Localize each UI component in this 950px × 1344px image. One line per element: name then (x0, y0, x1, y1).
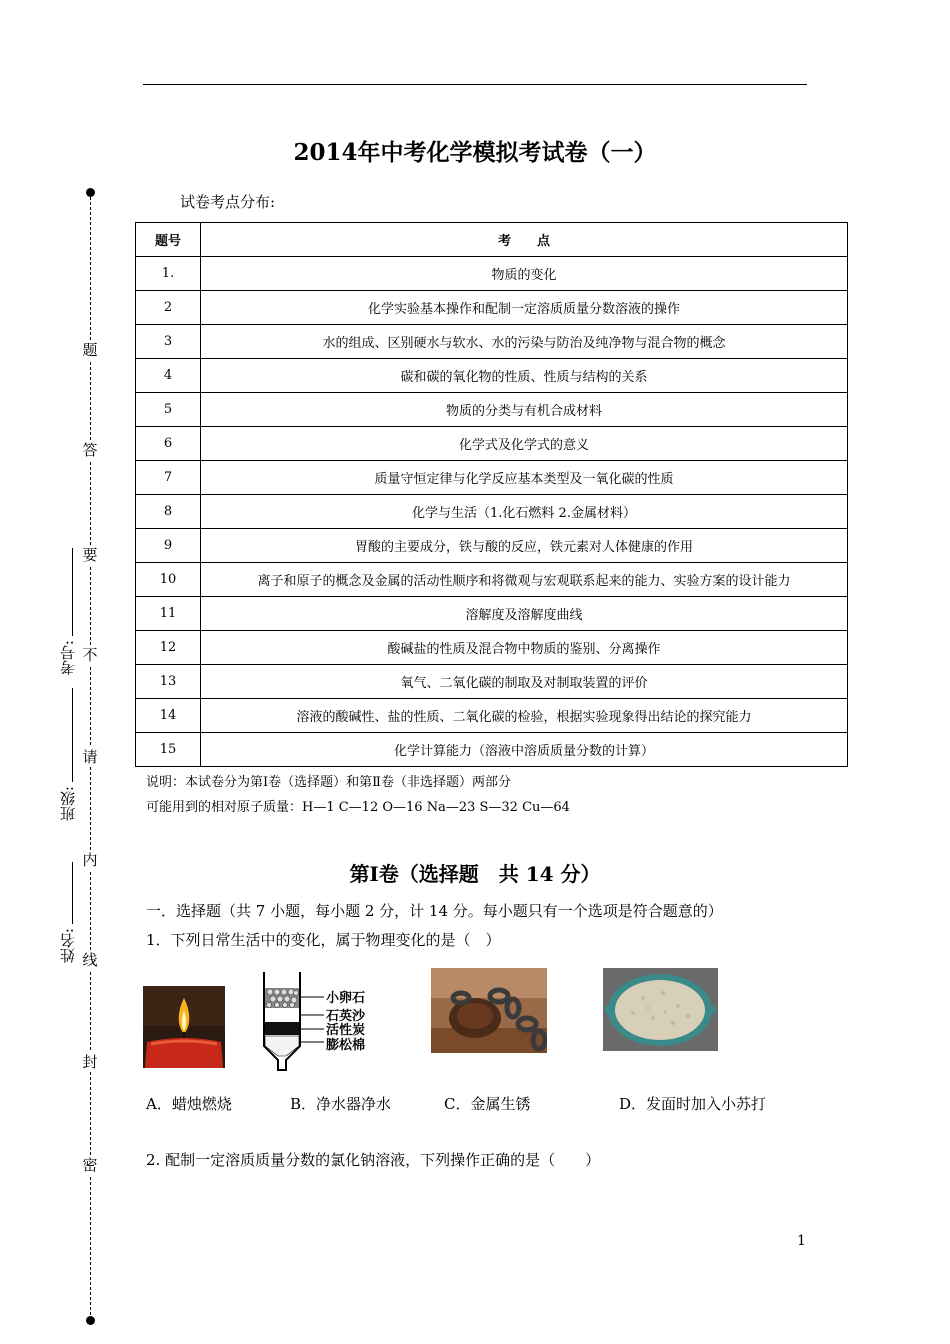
binding-char: 不 (80, 645, 100, 665)
cell-topic: 化学与生活（1.化石燃料 2.金属材料） (201, 495, 848, 529)
table-header-row (136, 223, 848, 257)
student-name-field[interactable] (72, 862, 73, 924)
binding-char: 密 (80, 1155, 100, 1175)
candle-flame-image (143, 986, 225, 1068)
cell-topic: 质量守恒定律与化学反应基本类型及一氧化碳的性质 (201, 461, 848, 495)
filter-label-activated-carbon: 活性炭 (326, 1023, 366, 1038)
binding-dot-bottom (86, 1316, 95, 1325)
header-rule (143, 84, 807, 85)
filter-label-quartz-sand: 石英沙 (326, 1009, 366, 1024)
table-row (136, 257, 848, 291)
cell-topic: 酸碱盐的性质及混合物中物质的鉴别、分离操作 (201, 631, 848, 665)
column-header-topic: 考 点 (201, 223, 848, 257)
table-row (136, 529, 848, 563)
option-d: D．发面时加入小苏打 (619, 1095, 767, 1113)
table-row (136, 393, 848, 427)
page-number: 1 (797, 1233, 806, 1249)
cell-number: 4 (136, 359, 201, 393)
cell-number: 7 (136, 461, 201, 495)
table-row (136, 631, 848, 665)
option-b: B．净水器净水 (290, 1095, 392, 1113)
binding-char: 线 (80, 950, 100, 970)
section-title: 第Ⅰ卷（选择题 共 14 分） (349, 862, 601, 886)
cell-number: 1. (136, 257, 201, 291)
cell-topic: 化学计算能力（溶液中溶质质量分数的计算） (201, 733, 848, 767)
binding-dot-top (86, 188, 95, 197)
cell-number: 10 (136, 563, 201, 597)
table-row (136, 733, 848, 767)
class-label: 班级: (59, 786, 77, 822)
knowledge-point-table (135, 222, 848, 767)
binding-char: 题 (80, 340, 100, 360)
cell-number: 15 (136, 733, 201, 767)
table-row (136, 597, 848, 631)
table-row (136, 495, 848, 529)
cell-topic: 溶解度及溶解度曲线 (201, 597, 848, 631)
atomic-mass-note: 可能用到的相对原子质量：H—1 C—12 O—16 Na—23 S—32 Cu—64 (146, 800, 570, 815)
question-1-stem: 1．下列日常生活中的变化，属于物理变化的是（ ） (146, 931, 501, 949)
cell-number: 6 (136, 427, 201, 461)
cell-topic: 物质的分类与有机合成材料 (201, 393, 848, 427)
dough-basin-image (603, 968, 718, 1051)
cell-topic: 化学式及化学式的意义 (201, 427, 848, 461)
table-row (136, 461, 848, 495)
table-row (136, 563, 848, 597)
cell-number: 2 (136, 291, 201, 325)
cell-number: 14 (136, 699, 201, 733)
option-a: A．蜡烛燃烧 (146, 1095, 232, 1113)
filter-label-pebble: 小卵石 (326, 991, 366, 1006)
water-filter-diagram (258, 970, 378, 1078)
cell-topic: 化学实验基本操作和配制一定溶质质量分数溶液的操作 (201, 291, 848, 325)
page-title: 2014年中考化学模拟考试卷（一） (293, 139, 657, 166)
cell-number: 8 (136, 495, 201, 529)
table-row (136, 291, 848, 325)
table-row (136, 325, 848, 359)
cell-topic: 碳和碳的氧化物的性质、性质与结构的关系 (201, 359, 848, 393)
student-name-label: 姓名: (59, 928, 77, 964)
cell-number: 9 (136, 529, 201, 563)
binding-char: 内 (80, 850, 100, 870)
cell-number: 3 (136, 325, 201, 359)
cell-number: 11 (136, 597, 201, 631)
table-row (136, 665, 848, 699)
cell-topic: 胃酸的主要成分，铁与酸的反应，铁元素对人体健康的作用 (201, 529, 848, 563)
cell-topic: 水的组成、区别硬水与软水、水的污染与防治及纯净物与混合物的概念 (201, 325, 848, 359)
exam-note: 说明：本试卷分为第Ⅰ卷（选择题）和第Ⅱ卷（非选择题）两部分 (146, 775, 511, 790)
cell-topic: 氧气、二氧化碳的制取及对制取装置的评价 (201, 665, 848, 699)
cell-number: 5 (136, 393, 201, 427)
distribution-label: 试卷考点分布: (180, 193, 276, 211)
table-row (136, 427, 848, 461)
option-c: C．金属生锈 (444, 1095, 531, 1113)
rusty-chain-image (431, 968, 547, 1053)
column-header-number: 题号 (136, 223, 201, 257)
cell-topic: 物质的变化 (201, 257, 848, 291)
binding-char: 答 (80, 440, 100, 460)
cell-topic: 溶液的酸碱性、盐的性质、二氧化碳的检验，根据实验现象得出结论的探究能力 (201, 699, 848, 733)
binding-char: 请 (80, 747, 100, 767)
section-instruction: 一．选择题（共 7 小题，每小题 2 分，计 14 分。每小题只有一个选项是符合题意的） (146, 902, 723, 920)
exam-number-label: 考号: (59, 640, 77, 676)
filter-label-cotton: 膨松棉 (326, 1038, 366, 1053)
binding-char: 封 (80, 1052, 100, 1072)
binding-char: 要 (80, 545, 100, 565)
cell-topic: 离子和原子的概念及金属的活动性顺序和将微观与宏观联系起来的能力、实验方案的设计能力 (201, 563, 848, 597)
exam-number-field[interactable] (72, 548, 73, 636)
cell-number: 12 (136, 631, 201, 665)
table-row (136, 359, 848, 393)
table-row (136, 699, 848, 733)
cell-number: 13 (136, 665, 201, 699)
question-2-stem: 2. 配制一定溶质质量分数的氯化钠溶液，下列操作正确的是（ ） (146, 1151, 601, 1169)
class-field[interactable] (72, 688, 73, 782)
